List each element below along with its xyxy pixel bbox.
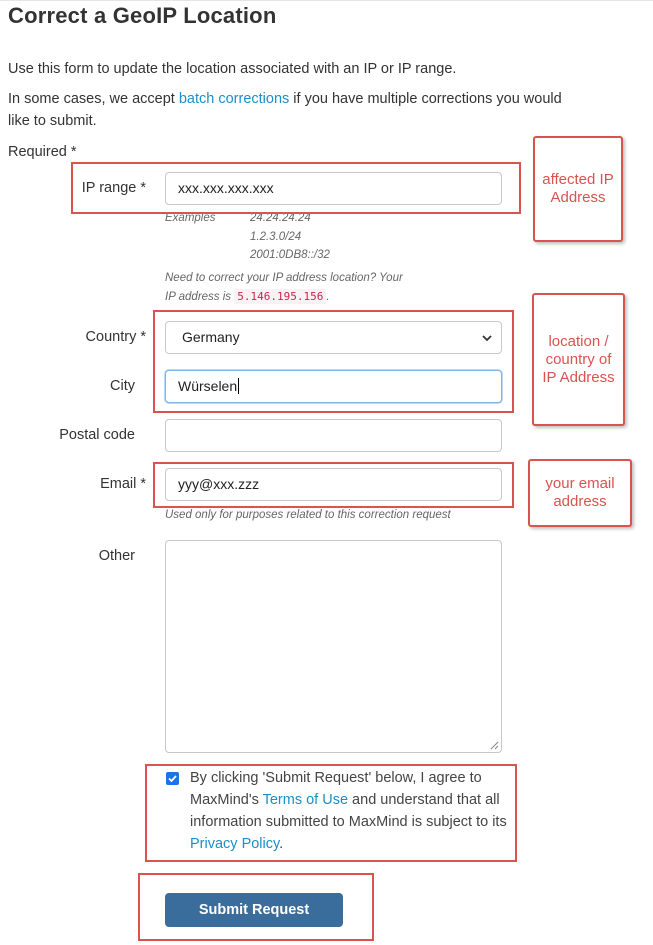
required-note: Required * (8, 144, 77, 160)
ip-hint-post: . (326, 291, 330, 303)
example-3: 2001:0DB8::/32 (250, 249, 330, 261)
city-label: City (110, 378, 135, 394)
annotation-note-ip: affected IP Address (533, 136, 623, 242)
submit-request-button[interactable]: Submit Request (165, 893, 343, 927)
annotation-box-email (153, 462, 514, 508)
other-textarea[interactable] (165, 540, 502, 753)
top-divider (0, 0, 653, 1)
resize-handle-icon[interactable] (490, 741, 499, 750)
annotation-box-location (153, 310, 514, 413)
batch-post: if you have multiple corrections you would (289, 91, 562, 107)
example-1: 24.24.24.24 (250, 212, 311, 224)
page-title: Correct a GeoIP Location (8, 3, 277, 28)
ip-range-label: IP range * (81, 180, 146, 196)
annotation-box-ip (71, 162, 521, 214)
batch-pre: In some cases, we accept (8, 91, 179, 107)
terms-of-use-link[interactable]: Terms of Use (262, 792, 349, 808)
batch-post-2: like to submit. (8, 113, 97, 129)
examples-label: Examples (165, 212, 216, 224)
batch-corrections-link[interactable]: batch corrections (178, 91, 290, 107)
postal-code-input[interactable] (165, 419, 502, 452)
email-label: Email * (100, 476, 146, 492)
annotation-note-email: your email address (528, 459, 632, 527)
ip-hint-pre: IP address is (165, 291, 235, 303)
intro-text: Use this form to update the location associated with an IP or IP range. (8, 61, 457, 77)
ip-hint-line-2 (165, 290, 330, 303)
consent-post: . (279, 836, 284, 852)
ip-range-input[interactable]: xxx.xxx.xxx.xxx (165, 172, 502, 205)
privacy-policy-link[interactable]: Privacy Policy (190, 836, 280, 852)
annotation-box-submit (138, 873, 374, 941)
batch-text (8, 88, 608, 132)
postal-code-label: Postal code (59, 427, 135, 443)
ip-hint-line-1: Need to correct your IP address location? Your (165, 272, 403, 284)
annotation-box-consent (145, 764, 517, 862)
country-label: Country * (85, 329, 146, 345)
consent-mid: and understand that all information submitted to MaxMind is subject to its (190, 792, 507, 830)
other-label: Other (98, 548, 135, 564)
city-value: Würselen (178, 378, 238, 394)
email-input[interactable]: yyy@xxx.zzz (165, 468, 502, 501)
consent-pre: By clicking 'Submit Request' below, I agree to MaxMind's (190, 770, 482, 808)
annotation-note-location: location / country of IP Address (532, 293, 625, 426)
example-2: 1.2.3.0/24 (250, 231, 302, 243)
detected-ip-address: 5.146.195.156 (234, 289, 326, 304)
country-selected-value: Germany (182, 329, 240, 345)
email-hint: Used only for purposes related to this correction request (165, 509, 451, 521)
